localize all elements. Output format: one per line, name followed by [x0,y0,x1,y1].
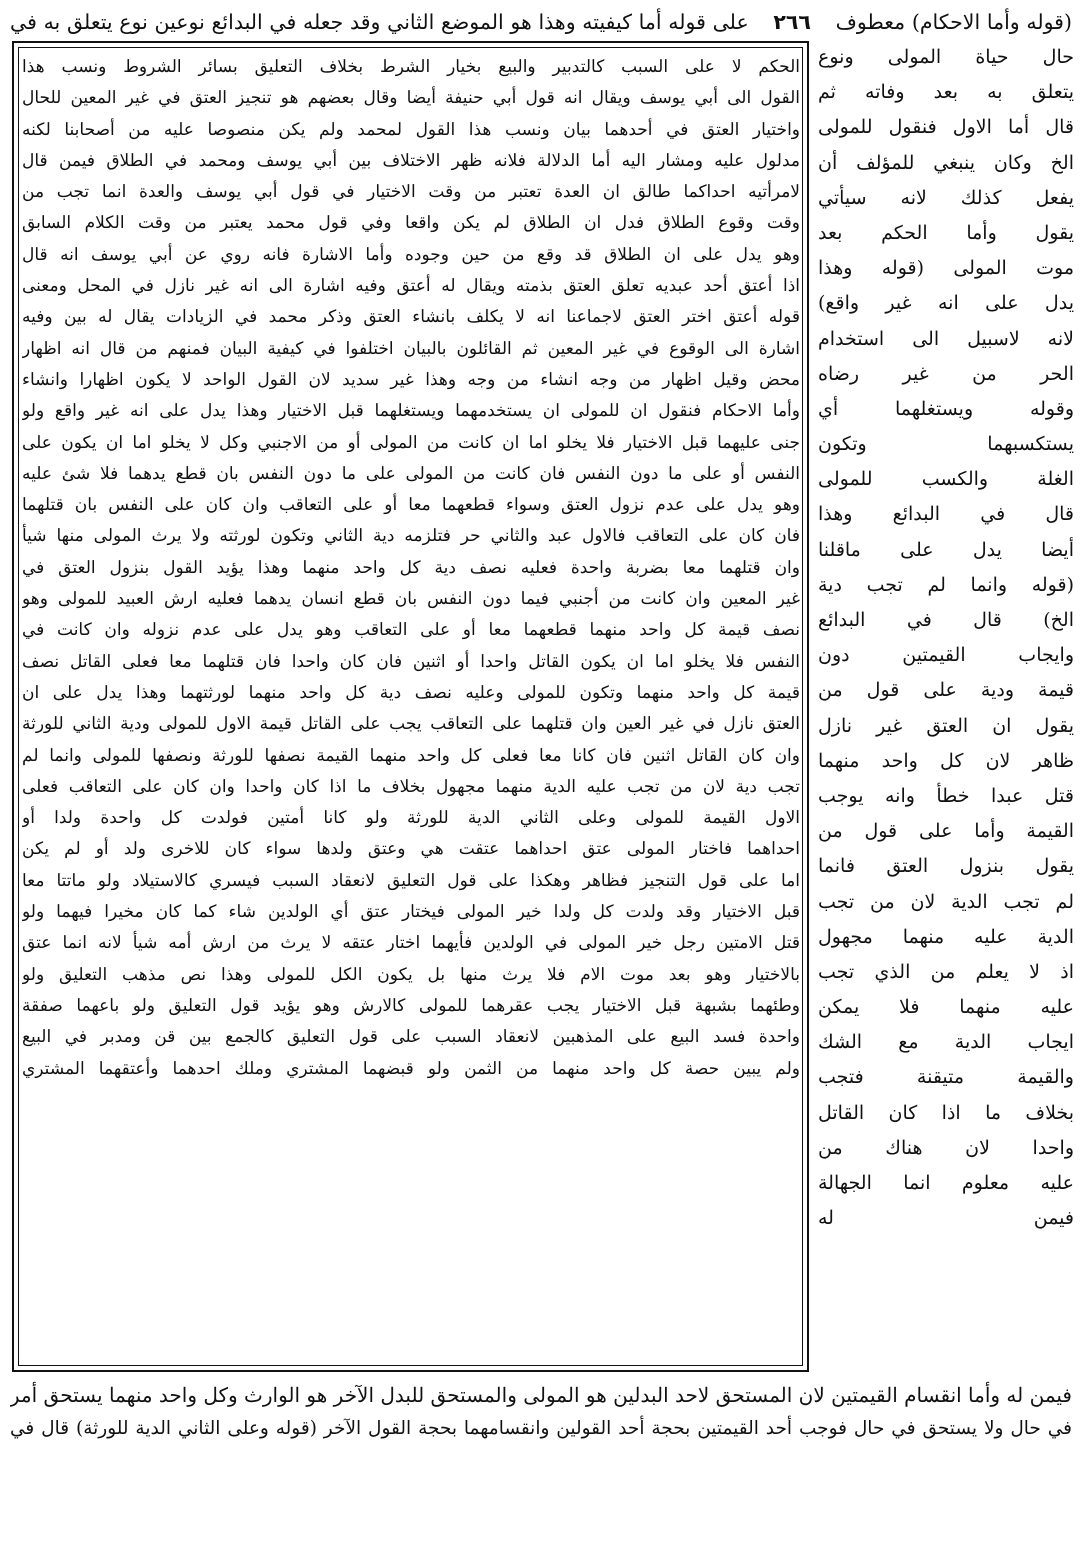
main-text-line: قتل الامتين رجل خير المولى في الولدين فأيهما اختار عتقه لا يرث من ارش أمه شيأ لانه انما عتق [22,933,800,954]
margin-text-line: قال أما الاول فنقول للمولى [818,116,1074,139]
margin-text-line: يفعل كذلك لانه سيأتي [818,186,1074,209]
main-text-line: قيمة كل واحد منهما وتكون للمولى وعليه نصف دية كل واحد منهما لورثتهما وهذا يدل على ان [22,682,800,703]
main-text-line: وهو يدل على ان الطلاق قد وقع من حين وجوده وأما الاشارة فانه روي عن أبي يوسف انه قال [22,244,800,265]
marginal-commentary [818,40,1074,1378]
main-text-line: القول الى أبي يوسف ويقال انه قول أبي حنيفة أيضا وقال بعضهم هو تنجيز العتق في غير المعين للحال [22,88,800,109]
main-text-line: اشارة الى الوقوع في غير المعين ثم القائلون بالبيان اختلفوا في كيفية البيان فمنهم من قال انه اظهار [22,338,800,359]
main-text-line: وان كان القاتل اثنين فان كانا معا فعلى كل واحد منهما القيمة نصفها للورثة ونصفها للمولى وانما لم [22,745,800,766]
margin-text-line: يقول بنزول العتق فانما [818,855,1074,878]
page-number: ٢٦٦ [773,10,811,34]
running-header [10,4,1072,40]
margin-text-line: اذ لا يعلم من الذي تجب [818,960,1074,983]
main-text-body [22,52,800,1368]
margin-text-line: ايجاب الدية مع الشك [818,1031,1074,1054]
margin-text-line: الغلة والكسب للمولى [818,468,1074,491]
margin-text-line: (قوله وانما لم تجب دية [818,573,1074,596]
margin-text-line: القيمة وأما على قول من [818,820,1074,843]
main-text-line: تجب دية لان من تجب عليه الدية منهما مجهول بخلاف ما اذا كان واحدا وان كان على التعاقب فعلى [22,776,800,797]
main-text-line: مدلول عليه ومشار اليه أما الدلالة فلانه ظهر الاختلاف بين أبي يوسف ومحمد في الطلاق فيمن قال [22,150,800,171]
margin-text-line: لم تجب الدية لان من تجب [818,890,1074,913]
main-text-line: وطئهما بشبهة قبل الاختيار يجب عقرهما للمولى كالارش وهو يؤيد قول التعليق ولو باعهما صفقة [22,995,800,1016]
main-text-line: قبل الاختيار وقد ولدت كل ولدا خير المولى فيختار عتق أي الولدين شاء كما كان مخيرا فيهما ولو [22,902,800,923]
margin-text-line: عليه منهما فلا يمكن [818,996,1074,1019]
main-text-line: اذا أعتق أحد عبديه تعلق العتق بذمته ويقال له أعتق وفيه اشارة الى انه غير نازل في المحل ومعنى [22,276,800,297]
margin-text-line: الحر من غير رضاه [818,362,1074,385]
main-text-line: وهو يدل على عدم نزول العتق وسواء قطعهما معا أو على التعاقب وان كان على النفس بان قتلهما [22,495,800,516]
margin-text-line: موت المولى (قوله وهذا [818,257,1074,280]
main-text-line: النفس أو على ما دون النفس فان كانت من المولى على ما دون النفس بان قطع يدهما فلا شئ عليه [22,463,800,484]
margin-text-line: وايجاب القيمتين دون [818,644,1074,667]
main-text-line: اما على قول التنجيز فظاهر وهكذا على قول التعليق لانعقاد السبب فيسري كالاستيلاد ولو ماتتا معا [22,870,800,891]
margin-text-line: يستكسبهما وتكون [818,433,1074,456]
main-text-line: بالاختيار وهو بعد موت الام فلا يرث منها بل يكون الكل للمولى وهذا نص مذهب التعليق ولو [22,964,800,985]
margin-text-line: ظاهر لان كل واحد منهما [818,749,1074,772]
main-text-line: وان قتلهما معا بضربة واحدة فعليه نصف دية كل واحد منهما وهذا يؤيد القول بنزول العتق في [22,557,800,578]
margin-text-line: واحدا لان هناك من [818,1136,1074,1159]
margin-text-line: الدية عليه منهما مجهول [818,925,1074,948]
main-text-line: الحكم لا على السبب كالتدبير والبيع بخيار الشرط بخلاف التعليق بسائر الشروط ونسب هذا [22,57,800,77]
header-commentary-start: (قوله وأما الاحكام) معطوف [835,10,1072,34]
main-text-line: فان كان على التعاقب فالاول عبد والثاني حر فتلزمه دية الثاني وتكون لورثته ولا يرث المولى منها شيأ [22,526,800,547]
margin-text-line: يتعلق به بعد وفاته ثم [818,81,1074,104]
main-text-line: محض وقيل اظهار من وجه انشاء من وجه وهذا غير سديد لان القول الواحد لا يكون اظهارا وانشاء [22,369,800,390]
margin-text-line: لانه لاسبيل الى استخدام [818,327,1074,350]
main-text-line: غير المعين وان كانت من أجنبي فيما دون النفس بان قطع انسان يدهما فعليه ارش العبيد للمولى وهو [22,589,800,610]
footer-text-line: فيمن له وأما انقسام القيمتين لان المستحق لاحد البدلين هو المولى والمستحق للبدل الآخر هو الوارث وكل واحد منهما يستحق أمر [10,1383,1072,1407]
main-text-line: احداهما فاختار المولى عتق احداهما عتقت هي وعتق ولدها سواء كان للاخرى ولد أو لم يكن [22,839,800,860]
margin-text-line: الخ) قال في البدائع [818,609,1074,631]
margin-text-line: الخ وكان ينبغي للمؤلف أن [818,151,1074,174]
main-text-line: الاول القيمة للمولى وعلى الثاني الدية للورثة ولو كانا أمتين فولدت كل واحدة ولدا أو [22,808,800,829]
main-text-line: نصف قيمة كل واحد منهما قطعهما معا أو على التعاقب وهو يدل على عدم نزوله وان كانت في [22,620,800,641]
main-text-line: النفس فلا يخلو اما ان يكون القاتل واحدا أو اثنين فان كان واحدا فان قتلهما معا فعلى القاتل نصف [22,651,800,672]
main-text-line: قوله أعتق اختر العتق لاجماعنا انه لا يكلف بانشاء العتق وذكر محمد في الزيادات يقال له بين وفيه [22,307,800,328]
footer-text-line: في حال ولا يستحق في حال فوجب أحد القيمتين بحجة أحد القولين وانقسامهما بحجة القول الآخر (قوله وعلى الثاني الدية للورثة) قال في [10,1418,1072,1439]
margin-text-line: قيمة ودية على قول من [818,679,1074,702]
margin-text-line: وقوله ويستغلهما أي [818,397,1074,420]
main-text-line: لامرأتيه احداكما طالق ان العدة تعتبر من وقت الاختيار في قول أبي يوسف والعدة انما تجب من [22,182,800,203]
main-text-line: ولم يبين حصة كل واحد منهما من الثمن ولو قبضهما المشتري وملك احدهما وأعتقهما المشتري [22,1058,800,1079]
main-text-line: واحدة فسد البيع على المذهبين لانعقاد السبب على قول التعليق كالجمع بين قن ومدبر في البيع [22,1027,800,1048]
margin-text-line: فيمن له [818,1207,1074,1230]
margin-text-line: بخلاف ما اذا كان القاتل [818,1101,1074,1124]
margin-text-line: قال في البدائع وهذا [818,503,1074,526]
footer-commentary [10,1378,1072,1446]
margin-text-line: يدل على انه غير واقع) [818,292,1074,315]
main-text-line: وقت وقوع الطلاق فدل ان الطلاق لم يكن واقعا وفي قول محمد يعتبر من وقت الكلام السابق [22,213,800,234]
main-text-line: وأما الاحكام فنقول ان للمولى ان يستخدمهما ويستغلهما قبل الاختيار وهذا يدل على انه غير واقع ولو [22,401,800,422]
main-text-line: العتق نازل في غير العين وان قتلهما على التعاقب يجب على القاتل قيمة الاول للمولى ودية الثاني للورثة [22,714,800,735]
margin-text-line: والقيمة متيقنة فتجب [818,1066,1074,1089]
margin-text-line: أيضا يدل على ماقلنا [818,538,1074,561]
main-text-line: واختيار العتق في أحدهما بيان ونسب هذا القول لمحمد ولم يكن منصوصا عليه من أصحابنا لكنه [22,119,800,140]
main-text-line: جنى عليهما قبل الاختيار فلا يخلو اما ان كانت من المولى أو من الاجنبي وكل لا يخلو اما ان يكون على [22,432,800,453]
margin-text-line: عليه معلوم انما الجهالة [818,1172,1074,1194]
margin-text-line: حال حياة المولى ونوع [818,46,1074,68]
header-commentary-continuation: على قوله أما كيفيته وهذا هو الموضع الثاني وقد جعله في البدائع نوعين نوع يتعلق به في [10,10,749,34]
margin-text-line: قتل عبدا خطأ وانه يوجب [818,784,1074,807]
margin-text-line: يقول ان العتق غير نازل [818,714,1074,737]
margin-text-line: يقول وأما الحكم بعد [818,221,1074,244]
